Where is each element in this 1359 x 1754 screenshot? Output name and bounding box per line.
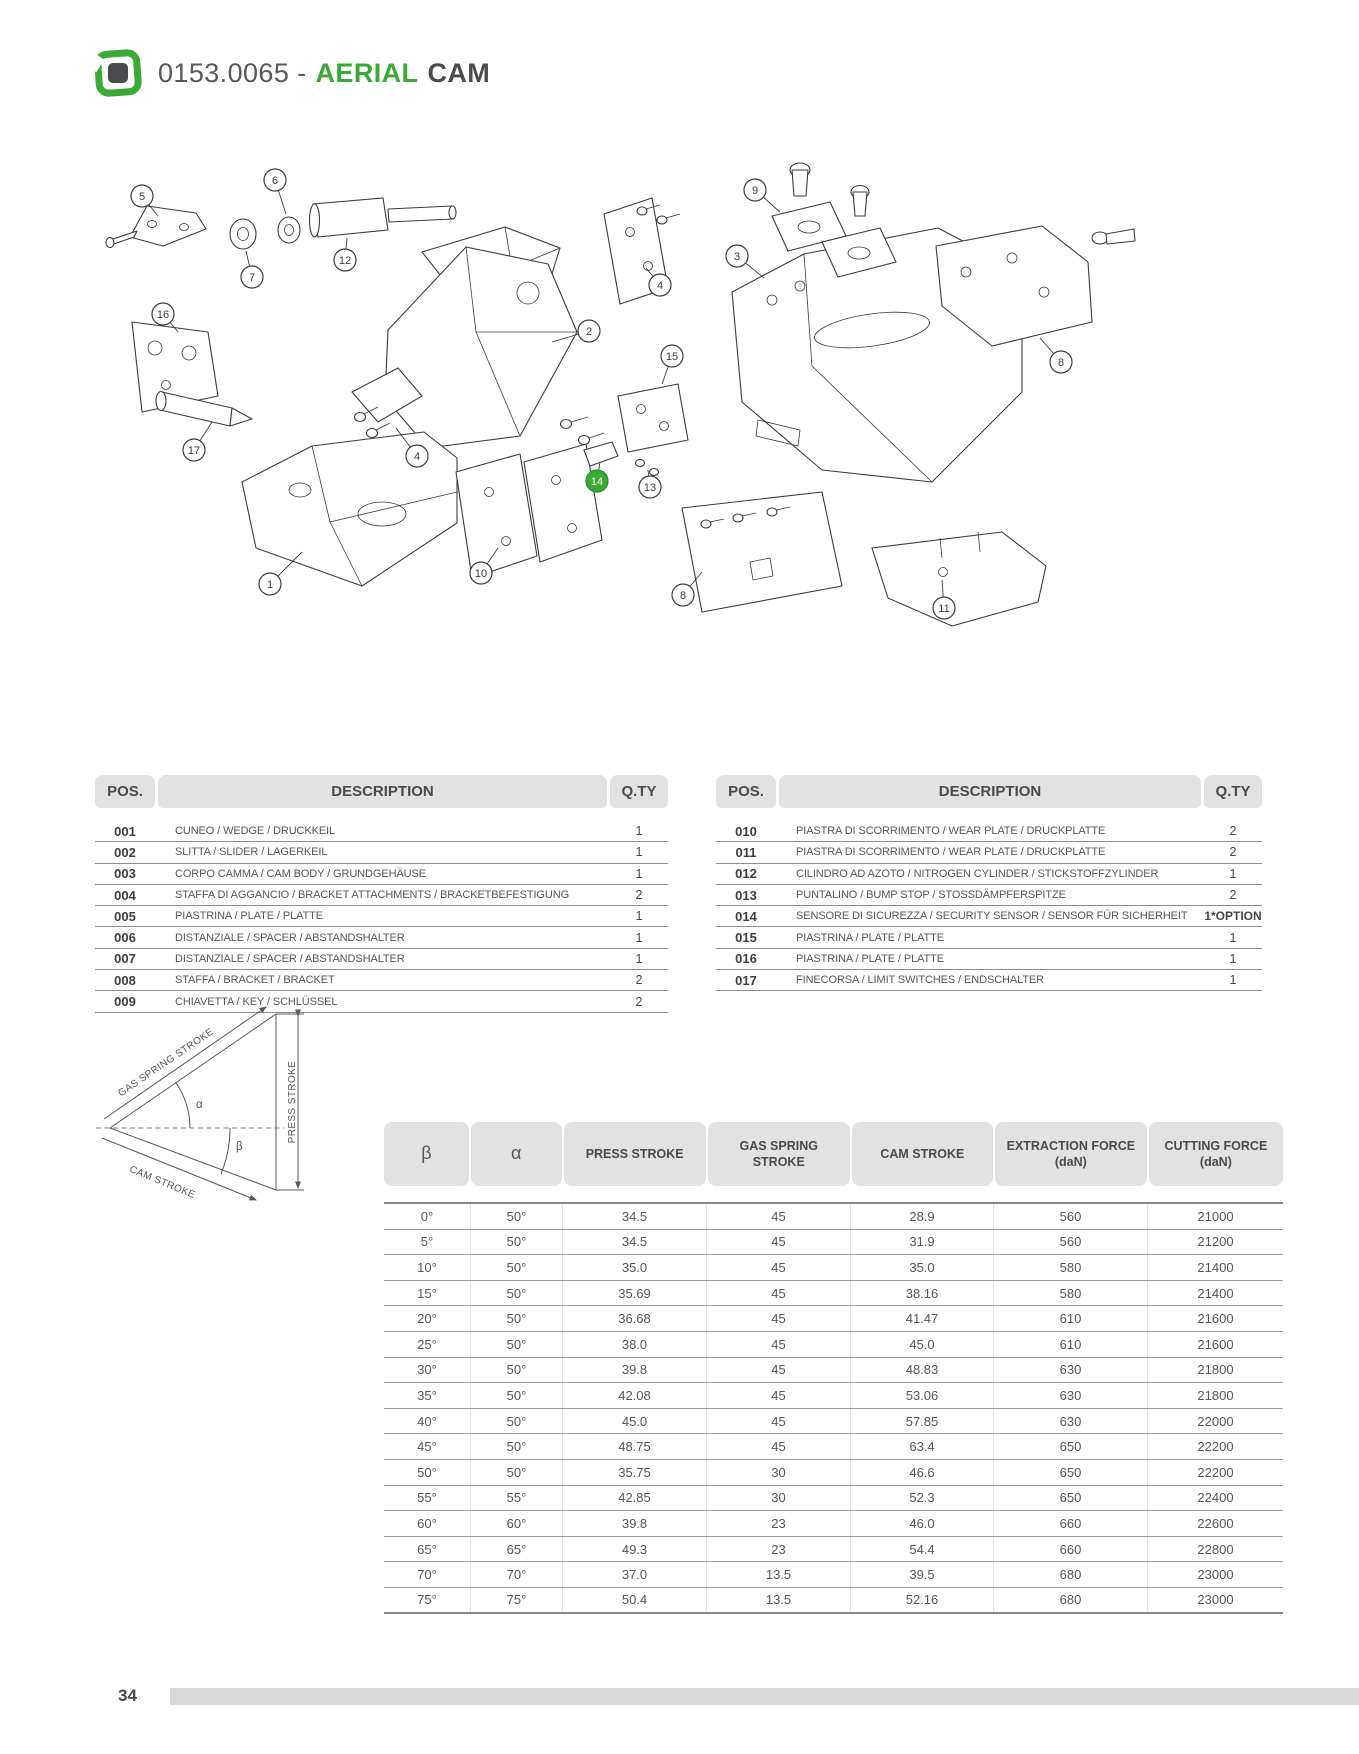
parts-row bbox=[716, 821, 1262, 842]
stroke-cell: 21200 bbox=[1147, 1230, 1283, 1255]
stroke-cell: 50° bbox=[470, 1434, 562, 1459]
parts-qty: 1 bbox=[1229, 866, 1237, 881]
parts-pos: 016 bbox=[735, 951, 757, 967]
stroke-cell: 55° bbox=[470, 1486, 562, 1511]
svg-text:5: 5 bbox=[138, 190, 146, 203]
stroke-cell: 650 bbox=[993, 1434, 1147, 1459]
parts-description: PIASTRA DI SCORRIMENTO / WEAR PLATE / DRUCKPLATTE bbox=[796, 825, 1106, 838]
callout-7 bbox=[241, 251, 263, 288]
stroke-cell: 45.0 bbox=[562, 1409, 706, 1434]
parts-table-body bbox=[95, 821, 668, 1013]
stroke-cell: 57.85 bbox=[850, 1409, 993, 1434]
stroke-cell: 22800 bbox=[1147, 1537, 1283, 1562]
gas-spring-stroke-label: GAS SPRING STROKE bbox=[116, 1026, 216, 1100]
stroke-row bbox=[384, 1537, 1283, 1563]
stroke-cell: 650 bbox=[993, 1486, 1147, 1511]
callout-15 bbox=[661, 345, 683, 384]
title-dark: CAM bbox=[427, 57, 491, 88]
press-stroke-label: PRESS STROKE bbox=[287, 1060, 298, 1144]
stroke-cell: 50° bbox=[470, 1204, 562, 1229]
stroke-cell: 50° bbox=[470, 1230, 562, 1255]
stroke-cell: 25° bbox=[417, 1336, 437, 1352]
parts-qty: 2 bbox=[1229, 824, 1237, 839]
stroke-cell: 45 bbox=[706, 1230, 850, 1255]
stroke-cell: 60° bbox=[470, 1511, 562, 1536]
parts-table-header bbox=[716, 775, 1262, 808]
stroke-cell: 23 bbox=[706, 1537, 850, 1562]
stroke-cell: 42.08 bbox=[562, 1383, 706, 1408]
footer-bar bbox=[170, 1688, 1359, 1705]
svg-text:16: 16 bbox=[156, 308, 170, 321]
stroke-cell: 35.0 bbox=[850, 1255, 993, 1280]
svg-text:8: 8 bbox=[1057, 356, 1065, 369]
stroke-cell: 5° bbox=[420, 1234, 434, 1250]
stroke-col-header: PRESS STROKE bbox=[564, 1122, 706, 1186]
stroke-cell: 23000 bbox=[1147, 1562, 1283, 1587]
parts-pos: 002 bbox=[114, 844, 136, 860]
parts-row bbox=[95, 949, 668, 970]
parts-row bbox=[95, 821, 668, 842]
stroke-cell: 38.16 bbox=[850, 1281, 993, 1306]
stroke-cell: 48.83 bbox=[850, 1358, 993, 1383]
parts-description: CILINDRO AD AZOTO / NITROGEN CYLINDER / STICKSTOFFZYLINDER bbox=[796, 867, 1159, 880]
parts-qty: 1 bbox=[635, 845, 643, 860]
stroke-cell: 21600 bbox=[1147, 1306, 1283, 1331]
stroke-cell: 50.4 bbox=[562, 1588, 706, 1612]
svg-text:14: 14 bbox=[590, 475, 604, 488]
parts-pos: 006 bbox=[114, 930, 136, 946]
stroke-cell: 45 bbox=[706, 1409, 850, 1434]
stroke-cell: 660 bbox=[993, 1537, 1147, 1562]
stroke-cell: 48.75 bbox=[562, 1434, 706, 1459]
parts-row bbox=[95, 864, 668, 885]
alpha-label: α bbox=[196, 1099, 203, 1111]
stroke-cell: 20° bbox=[417, 1311, 437, 1327]
stroke-cell: 15° bbox=[417, 1285, 437, 1301]
parts-pos: 014 bbox=[735, 908, 757, 924]
parts-description: PUNTALINO / BUMP STOP / STOSSDÄMPFERSPITZE bbox=[796, 889, 1066, 902]
stroke-cell: 35.75 bbox=[562, 1460, 706, 1485]
parts-row bbox=[716, 927, 1262, 948]
stroke-cell: 22400 bbox=[1147, 1486, 1283, 1511]
parts-row bbox=[716, 906, 1262, 927]
stroke-cell: 630 bbox=[993, 1409, 1147, 1434]
stroke-table-body bbox=[384, 1202, 1283, 1614]
stroke-row bbox=[384, 1255, 1283, 1281]
parts-qty: 2 bbox=[635, 994, 643, 1009]
stroke-cell: 65° bbox=[470, 1537, 562, 1562]
parts-pos: 017 bbox=[735, 972, 757, 988]
stroke-cell: 21400 bbox=[1147, 1255, 1283, 1280]
parts-pos: 015 bbox=[735, 930, 757, 946]
parts-qty: 1 bbox=[635, 930, 643, 945]
stroke-cell: 45 bbox=[706, 1255, 850, 1280]
callout-9 bbox=[744, 179, 780, 212]
exploded-assembly-diagram bbox=[0, 0, 1359, 700]
col-header-pos: POS. bbox=[95, 775, 155, 808]
stroke-row bbox=[384, 1358, 1283, 1384]
stroke-cell: 46.0 bbox=[850, 1511, 993, 1536]
stroke-cell: 45 bbox=[706, 1306, 850, 1331]
col-header-qty: Q.TY bbox=[610, 775, 668, 808]
svg-text:4: 4 bbox=[413, 450, 421, 463]
parts-qty: 1 bbox=[635, 951, 643, 966]
stroke-cell: 49.3 bbox=[562, 1537, 706, 1562]
gas-spring-dimension-line bbox=[104, 1007, 266, 1119]
parts-qty: 1 bbox=[635, 909, 643, 924]
stroke-cell: 22200 bbox=[1147, 1434, 1283, 1459]
stroke-angle-diagram bbox=[85, 1000, 355, 1215]
parts-pos: 013 bbox=[735, 887, 757, 903]
stroke-col-header: EXTRACTION FORCE (daN) bbox=[995, 1122, 1147, 1186]
stroke-cell: 22600 bbox=[1147, 1511, 1283, 1536]
parts-row bbox=[95, 885, 668, 906]
svg-text:11: 11 bbox=[938, 602, 950, 615]
stroke-cell: 38.0 bbox=[562, 1332, 706, 1357]
stroke-cell: 45 bbox=[706, 1281, 850, 1306]
stroke-cell: 50° bbox=[470, 1332, 562, 1357]
stroke-cell: 50° bbox=[470, 1281, 562, 1306]
parts-qty: 2 bbox=[635, 888, 643, 903]
stroke-cell: 45 bbox=[706, 1434, 850, 1459]
stroke-cell: 50° bbox=[470, 1306, 562, 1331]
parts-row bbox=[95, 927, 668, 948]
stroke-row bbox=[384, 1409, 1283, 1435]
beta-label: β bbox=[236, 1141, 243, 1153]
svg-text:3: 3 bbox=[733, 250, 741, 263]
stroke-cell: 37.0 bbox=[562, 1562, 706, 1587]
stroke-cell: 60° bbox=[417, 1515, 437, 1531]
parts-row bbox=[716, 970, 1262, 991]
stroke-cell: 70° bbox=[417, 1567, 437, 1583]
stroke-cell: 660 bbox=[993, 1511, 1147, 1536]
stroke-cell: 680 bbox=[993, 1562, 1147, 1587]
svg-text:12: 12 bbox=[338, 254, 352, 267]
parts-qty: 1 bbox=[635, 866, 643, 881]
parts-table-header bbox=[95, 775, 668, 808]
stroke-cell: 40° bbox=[417, 1413, 437, 1429]
parts-pos: 009 bbox=[114, 994, 136, 1010]
stroke-cell: 21000 bbox=[1147, 1204, 1283, 1229]
parts-row bbox=[716, 842, 1262, 863]
parts-description: PIASTRINA / PLATE / PLATTE bbox=[796, 931, 944, 944]
parts-description: CHIAVETTA / KEY / SCHLÜSSEL bbox=[175, 995, 338, 1008]
stroke-row bbox=[384, 1511, 1283, 1537]
parts-table-right bbox=[716, 775, 1262, 991]
parts-description: DISTANZIALE / SPACER / ABSTANDSHALTER bbox=[175, 952, 405, 965]
stroke-cell: 650 bbox=[993, 1460, 1147, 1485]
parts-pos: 004 bbox=[114, 887, 136, 903]
parts-description: DISTANZIALE / SPACER / ABSTANDSHALTER bbox=[175, 931, 405, 944]
callout-17 bbox=[183, 422, 212, 461]
parts-description: CORPO CAMMA / CAM BODY / GRUNDGEHÄUSE bbox=[175, 867, 426, 880]
parts-qty: 1 bbox=[1229, 951, 1237, 966]
svg-text:1: 1 bbox=[266, 578, 274, 591]
parts-row bbox=[716, 864, 1262, 885]
svg-text:2: 2 bbox=[585, 325, 593, 338]
svg-text:10: 10 bbox=[474, 567, 488, 580]
stroke-cell: 70° bbox=[470, 1562, 562, 1587]
stroke-cell: 52.16 bbox=[850, 1588, 993, 1612]
stroke-cell: 42.85 bbox=[562, 1486, 706, 1511]
cam-stroke-label: CAM STROKE bbox=[127, 1164, 197, 1202]
stroke-cell: 45 bbox=[706, 1332, 850, 1357]
stroke-cell: 560 bbox=[993, 1230, 1147, 1255]
stroke-table-header bbox=[384, 1122, 1283, 1186]
callout-1 bbox=[259, 552, 302, 595]
stroke-cell: 63.4 bbox=[850, 1434, 993, 1459]
stroke-cell: 55° bbox=[417, 1490, 437, 1506]
parts-table-left bbox=[95, 775, 668, 1013]
callout-12 bbox=[334, 238, 356, 271]
stroke-col-header: β bbox=[384, 1122, 469, 1186]
parts-description: PIASTRA DI SCORRIMENTO / WEAR PLATE / DRUCKPLATTE bbox=[796, 846, 1106, 859]
stroke-cell: 13.5 bbox=[706, 1588, 850, 1612]
stroke-cell: 39.8 bbox=[562, 1511, 706, 1536]
stroke-row bbox=[384, 1383, 1283, 1409]
callout-8 bbox=[1040, 338, 1072, 373]
stroke-row bbox=[384, 1204, 1283, 1230]
stroke-cell: 36.68 bbox=[562, 1306, 706, 1331]
stroke-cell: 75° bbox=[417, 1592, 437, 1608]
stroke-cell: 34.5 bbox=[562, 1230, 706, 1255]
title-green: AERIAL bbox=[315, 57, 419, 88]
parts-pos: 001 bbox=[114, 823, 136, 839]
parts-description: PIASTRINA / PLATE / PLATTE bbox=[796, 952, 944, 965]
stroke-cell: 34.5 bbox=[562, 1204, 706, 1229]
parts-qty: 2 bbox=[1229, 845, 1237, 860]
svg-text:6: 6 bbox=[271, 174, 279, 187]
stroke-cell: 45 bbox=[706, 1204, 850, 1229]
stroke-row bbox=[384, 1281, 1283, 1307]
stroke-cell: 50° bbox=[417, 1464, 437, 1480]
stroke-cell: 580 bbox=[993, 1281, 1147, 1306]
parts-qty: 1 bbox=[1229, 973, 1237, 988]
stroke-cell: 22000 bbox=[1147, 1409, 1283, 1434]
stroke-cell: 35.69 bbox=[562, 1281, 706, 1306]
parts-description: STAFFA DI AGGANCIO / BRACKET ATTACHMENTS / BRACKETBEFESTIGUNG bbox=[175, 889, 570, 902]
parts-pos: 007 bbox=[114, 951, 136, 967]
stroke-cell: 21400 bbox=[1147, 1281, 1283, 1306]
stroke-row bbox=[384, 1588, 1283, 1614]
stroke-col-header: CAM STROKE bbox=[852, 1122, 993, 1186]
svg-text:15: 15 bbox=[665, 350, 679, 363]
stroke-cell: 41.47 bbox=[850, 1306, 993, 1331]
stroke-cell: 65° bbox=[417, 1541, 437, 1557]
stroke-cell: 21800 bbox=[1147, 1358, 1283, 1383]
stroke-row bbox=[384, 1332, 1283, 1358]
stroke-cell: 610 bbox=[993, 1306, 1147, 1331]
parts-qty: 1*OPTION bbox=[1204, 909, 1262, 924]
stroke-cell: 23000 bbox=[1147, 1588, 1283, 1612]
col-header-pos: POS. bbox=[716, 775, 776, 808]
svg-text:17: 17 bbox=[187, 444, 201, 457]
svg-text:4: 4 bbox=[656, 279, 664, 292]
stroke-cell: 21600 bbox=[1147, 1332, 1283, 1357]
wireframe-parts bbox=[106, 163, 1135, 626]
part-code: 0153.0065 - bbox=[158, 57, 307, 88]
stroke-cell: 52.3 bbox=[850, 1486, 993, 1511]
stroke-cell: 13.5 bbox=[706, 1562, 850, 1587]
parts-row bbox=[95, 842, 668, 863]
stroke-cell: 53.06 bbox=[850, 1383, 993, 1408]
page-number: 34 bbox=[118, 1686, 137, 1705]
stroke-cell: 30° bbox=[417, 1362, 437, 1378]
col-header-description: DESCRIPTION bbox=[779, 775, 1201, 808]
stroke-cell: 50° bbox=[470, 1409, 562, 1434]
parts-row bbox=[716, 885, 1262, 906]
stroke-row bbox=[384, 1434, 1283, 1460]
stroke-cell: 610 bbox=[993, 1332, 1147, 1357]
stroke-cell: 630 bbox=[993, 1383, 1147, 1408]
parts-pos: 011 bbox=[735, 844, 757, 860]
parts-description: SENSORE DI SICUREZZA / SECURITY SENSOR / SENSOR FÜR SICHERHEIT bbox=[796, 910, 1188, 923]
stroke-cell: 45.0 bbox=[850, 1332, 993, 1357]
col-header-description: DESCRIPTION bbox=[158, 775, 607, 808]
parts-qty: 2 bbox=[635, 973, 643, 988]
parts-description: CUNEO / WEDGE / DRUCKKEIL bbox=[175, 825, 336, 838]
stroke-row bbox=[384, 1306, 1283, 1332]
stroke-cell: 680 bbox=[993, 1588, 1147, 1612]
stroke-cell: 23 bbox=[706, 1511, 850, 1536]
parts-description: STAFFA / BRACKET / BRACKET bbox=[175, 974, 335, 987]
beta-arc bbox=[221, 1128, 230, 1174]
stroke-cell: 30 bbox=[706, 1460, 850, 1485]
parts-description: SLITTA / SLIDER / LAGERKEIL bbox=[175, 846, 328, 859]
parts-description: FINECORSA / LIMIT SWITCHES / ENDSCHALTER bbox=[796, 974, 1045, 987]
stroke-cell: 35° bbox=[417, 1387, 437, 1403]
stroke-cell: 46.6 bbox=[850, 1460, 993, 1485]
parts-table-body bbox=[716, 821, 1262, 991]
callout-3 bbox=[726, 245, 764, 278]
alpha-arc bbox=[176, 1083, 190, 1128]
stroke-cell: 45 bbox=[706, 1383, 850, 1408]
stroke-cell: 30 bbox=[706, 1486, 850, 1511]
parts-row bbox=[95, 906, 668, 927]
parts-qty: 1 bbox=[1229, 930, 1237, 945]
parts-row bbox=[95, 970, 668, 991]
callout-6 bbox=[264, 169, 286, 214]
stroke-col-header: GAS SPRING STROKE bbox=[708, 1122, 850, 1186]
stroke-cell: 630 bbox=[993, 1358, 1147, 1383]
stroke-cell: 50° bbox=[470, 1460, 562, 1485]
stroke-cell: 39.8 bbox=[562, 1358, 706, 1383]
stroke-cell: 50° bbox=[470, 1358, 562, 1383]
svg-text:13: 13 bbox=[643, 481, 657, 494]
parts-pos: 005 bbox=[114, 908, 136, 924]
stroke-cell: 21800 bbox=[1147, 1383, 1283, 1408]
stroke-cell: 22200 bbox=[1147, 1460, 1283, 1485]
stroke-cell: 35.0 bbox=[562, 1255, 706, 1280]
stroke-row bbox=[384, 1230, 1283, 1256]
stroke-cell: 75° bbox=[470, 1588, 562, 1612]
col-header-qty: Q.TY bbox=[1204, 775, 1262, 808]
stroke-cell: 28.9 bbox=[850, 1204, 993, 1229]
stroke-cell: 45 bbox=[706, 1358, 850, 1383]
stroke-row bbox=[384, 1486, 1283, 1512]
stroke-cell: 580 bbox=[993, 1255, 1147, 1280]
svg-text:9: 9 bbox=[751, 184, 759, 197]
stroke-cell: 50° bbox=[470, 1255, 562, 1280]
svg-text:7: 7 bbox=[248, 271, 256, 284]
parts-pos: 003 bbox=[114, 866, 136, 882]
stroke-row bbox=[384, 1562, 1283, 1588]
stroke-cell: 0° bbox=[420, 1208, 434, 1224]
stroke-row bbox=[384, 1460, 1283, 1486]
stroke-cell: 39.5 bbox=[850, 1562, 993, 1587]
parts-pos: 012 bbox=[735, 866, 757, 882]
stroke-cell: 10° bbox=[417, 1259, 437, 1275]
stroke-col-header: CUTTING FORCE (daN) bbox=[1149, 1122, 1283, 1186]
stroke-col-header: α bbox=[471, 1122, 562, 1186]
stroke-cell: 45° bbox=[417, 1439, 437, 1455]
parts-qty: 1 bbox=[635, 824, 643, 839]
stroke-data-table bbox=[384, 1122, 1283, 1614]
stroke-cell: 54.4 bbox=[850, 1537, 993, 1562]
parts-pos: 008 bbox=[114, 972, 136, 988]
parts-row bbox=[716, 949, 1262, 970]
parts-qty: 2 bbox=[1229, 888, 1237, 903]
stroke-cell: 31.9 bbox=[850, 1230, 993, 1255]
stroke-cell: 50° bbox=[470, 1383, 562, 1408]
stroke-cell: 560 bbox=[993, 1204, 1147, 1229]
parts-pos: 010 bbox=[735, 823, 757, 839]
svg-text:8: 8 bbox=[679, 589, 687, 602]
parts-description: PIASTRINA / PLATE / PLATTE bbox=[175, 910, 323, 923]
